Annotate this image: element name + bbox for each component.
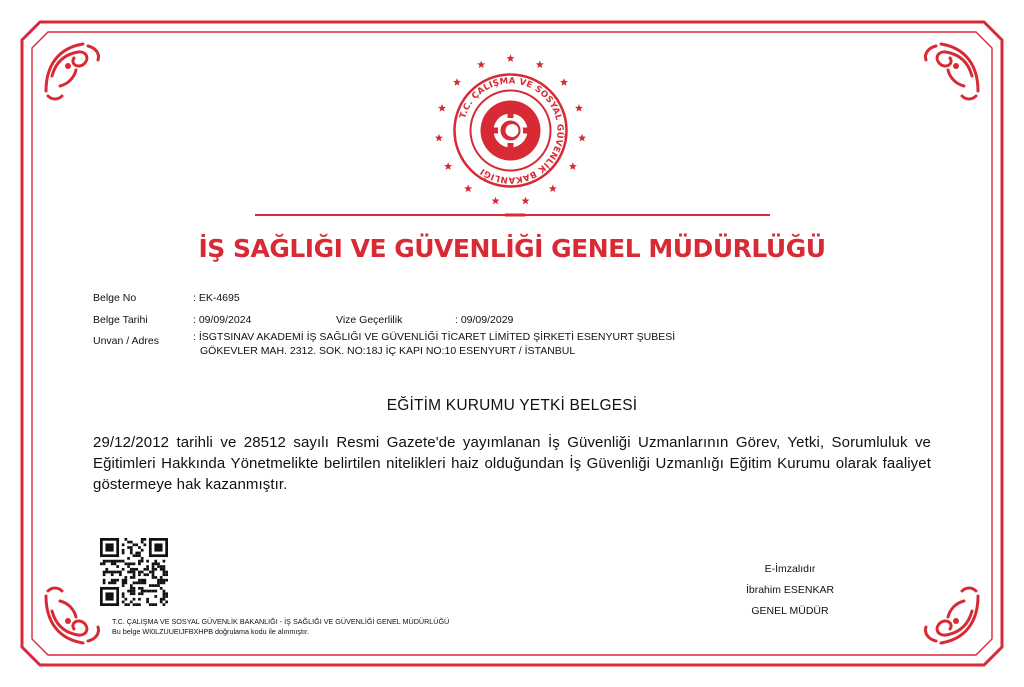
belge-no-value: : EK-4695 [193,292,240,304]
star-icon [507,54,515,62]
belge-tarihi-label: Belge Tarihi [93,314,148,326]
corner-ornament-icon [916,36,986,106]
unvan-value-line2: GÖKEVLER MAH. 2312. SOK. NO:18J İÇ KAPI NO:10 ESENYURT / İSTANBUL [200,345,576,357]
star-icon [521,197,529,205]
vize-value: : 09/09/2029 [455,314,514,326]
star-icon [492,197,500,205]
star-icon [438,104,446,112]
belge-tarihi-value: : 09/09/2024 [193,314,252,326]
star-icon [578,134,586,142]
star-icon [444,162,452,170]
vize-label: Vize Geçerlilik [336,314,403,326]
unvan-value-line1: : İSGTSINAV AKADEMİ İŞ SAĞLIĞI VE GÜVENLİĞİ TİCARET LİMİTED ŞİRKETİ ESENYURT ŞUBESİ [193,331,676,343]
title-divider [255,213,775,217]
qr-code-icon [100,538,168,606]
belge-no-label: Belge No [93,292,137,304]
signer-position: GENEL MÜDÜR [751,605,829,617]
document-title: EĞİTİM KURUMU YETKİ BELGESİ [386,397,638,414]
star-icon [569,162,577,170]
star-icon [453,78,461,86]
e-signed-label: E-İmzalıdır [764,563,816,575]
page-title: İŞ SAĞLIĞI VE GÜVENLİĞİ GENEL MÜDÜRLÜĞÜ [198,234,826,263]
corner-ornament-icon [38,581,108,651]
unvan-label: Unvan / Adres [93,335,159,347]
corner-ornament-icon [916,581,986,651]
star-icon [575,104,583,112]
certificate-body: 29/12/2012 tarihli ve 28512 sayılı Resmi Gazete'de yayımlanan İş Güvenliği Uzmanlarının Görev, Yetki, Sorumluluk ve Eğitimleri Hakkında Yönetmelikte belirtilen nitelikleri haiz olduğundan İş Güvenliği Uzmanlığı Eğitim Kurumu olarak faaliyet göstermeye hak kazanmıştır. [93,434,931,493]
star-icon [536,61,544,69]
star-icon [435,134,443,142]
star-icon [477,61,485,69]
star-icon [549,185,557,193]
star-icon [464,185,472,193]
signer-name: İbrahim ESENKAR [745,584,835,596]
corner-ornament-icon [38,36,108,106]
seal-ring-text: T.C. ÇALIŞMA VE SOSYAL GÜVENLİK BAKANLIĞI [458,76,565,185]
footer-line-1: T.C. ÇALIŞMA VE SOSYAL GÜVENLİK BAKANLIĞI - İŞ SAĞLIĞI VE GÜVENLİĞİ GENEL MÜDÜRLÜĞÜ [112,617,450,626]
footer-verification-line: Bu belge WI0LZUUEIJFBXHPB doğrulama kodu ile alınmıştır. [112,627,309,636]
star-icon [560,78,568,86]
ministry-seal-icon [428,48,593,213]
